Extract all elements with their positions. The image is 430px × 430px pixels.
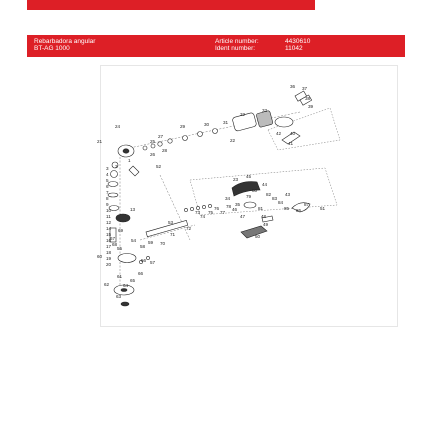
part-number-label: 52	[156, 164, 162, 169]
part-number-label: 71	[170, 232, 176, 237]
ident-number-value: 11042	[285, 45, 303, 52]
part-number-label: 41	[288, 141, 294, 146]
part-number-label: 36	[290, 84, 296, 89]
clamp-nut	[121, 302, 129, 306]
part-number-label: 70	[160, 241, 166, 246]
part-number-label: 24	[115, 124, 121, 129]
part-number-label: 39	[308, 104, 314, 109]
part-number-label: 86	[296, 208, 302, 213]
part-number-label: 43	[285, 192, 291, 197]
rear-cover	[241, 226, 267, 238]
part-number-label: 7	[106, 190, 109, 195]
screw	[184, 208, 187, 211]
part-number-label: 77	[220, 210, 226, 215]
spindle-hole	[123, 149, 129, 153]
nut	[121, 289, 127, 292]
part-number-label: 17	[106, 244, 112, 249]
part-number-label: 25	[150, 139, 156, 144]
part-number-label: 29	[180, 124, 186, 129]
part-number-label: 34	[225, 196, 231, 201]
screw	[151, 144, 155, 148]
product-name: Rebarbadora angular	[34, 38, 96, 45]
part-number-label: 75	[208, 210, 214, 215]
screw	[202, 205, 205, 208]
part-number-label: 16	[106, 238, 112, 243]
switch	[244, 202, 256, 208]
part-number-label: 37	[302, 86, 308, 91]
part-number-label: 12	[106, 220, 112, 225]
bevel-gear	[116, 214, 130, 222]
part-number-label: 56	[141, 258, 147, 263]
motor-housing-end	[275, 117, 293, 127]
washer	[158, 142, 162, 146]
part-number-label: 80	[252, 188, 258, 193]
part-number-label: 38	[305, 96, 311, 101]
washer	[198, 132, 203, 137]
part-number-label: 31	[223, 120, 229, 125]
screw	[143, 146, 147, 150]
part-number-label: 35	[235, 202, 241, 207]
ring	[108, 182, 118, 187]
part-number-label: 66	[138, 271, 144, 276]
article-number-value: 4430610	[285, 38, 311, 45]
article-number-label: Article number:	[215, 38, 259, 45]
handle-bracket	[129, 166, 139, 176]
part-number-label: 85	[284, 206, 290, 211]
part-number-label: 3	[106, 166, 109, 171]
part-number-label: 18	[106, 250, 112, 255]
part-number-label: 64	[123, 283, 129, 288]
part-number-label: 15	[106, 232, 112, 237]
part-number-label: 23	[233, 177, 239, 182]
part-number-label: 20	[106, 262, 112, 267]
part-number-label: 9	[106, 202, 109, 207]
part-number-label: 8	[106, 196, 109, 201]
part-number-label: 58	[140, 244, 146, 249]
part-number-label: 21	[97, 139, 103, 144]
part-number-label: 61	[117, 274, 123, 279]
part-number-label: 1	[128, 158, 131, 163]
part-number-label: 27	[158, 134, 164, 139]
part-number-label: 68	[112, 242, 118, 247]
bearing	[183, 136, 188, 141]
part-number-label: 63	[116, 294, 122, 299]
part-number-label: 79	[246, 194, 252, 199]
screw	[208, 204, 211, 207]
guard	[118, 254, 136, 263]
part-number-label: 46	[232, 207, 238, 212]
part-number-label: 4	[106, 172, 109, 177]
part-number-label: 69	[118, 228, 124, 233]
part-number-label: 59	[148, 240, 154, 245]
part-number-label: 53	[168, 220, 174, 225]
part-number-label: 76	[214, 206, 220, 211]
part-number-label: 32	[240, 112, 246, 117]
part-number-label: 83	[272, 196, 278, 201]
part-number-label: 26	[150, 152, 156, 157]
part-number-label: 81	[258, 206, 264, 211]
part-number-label: 54	[131, 238, 137, 243]
part-number-label: 67	[110, 236, 116, 241]
part-number-label: 55	[117, 246, 123, 251]
part-number-label: 60	[97, 254, 103, 259]
part-number-label: 33	[262, 108, 268, 113]
part-number-label: 73	[195, 210, 201, 215]
part-number-label: 28	[162, 148, 168, 153]
part-number-label: 13	[130, 207, 136, 212]
part-number-label: 10	[106, 208, 112, 213]
part-number-label: 47	[240, 214, 246, 219]
part-number-label: 84	[278, 200, 284, 205]
model-name: BT-AG 1000	[34, 45, 70, 52]
part-number-label: 40	[290, 131, 296, 136]
part-number-label: 62	[104, 282, 110, 287]
part-number-label: 74	[200, 214, 206, 219]
part-number-label: 65	[130, 278, 136, 283]
part-number-label: 22	[230, 138, 236, 143]
part-number-label: 50	[255, 234, 261, 239]
part-number-label: 2	[115, 164, 118, 169]
part-number-labels	[97, 84, 326, 299]
ring	[108, 193, 118, 197]
part-number-label: 49	[263, 222, 269, 227]
part-number-label: 57	[150, 260, 156, 265]
screw	[190, 207, 193, 210]
part-number-label: 11	[106, 214, 111, 219]
fan	[213, 129, 218, 134]
part-number-label: 45	[246, 174, 252, 179]
part-number-label: 14	[106, 226, 112, 231]
part-number-label: 5	[106, 178, 109, 183]
part-number-label: 42	[276, 131, 282, 136]
part-number-label: 51	[320, 206, 326, 211]
part-number-label: 30	[204, 122, 210, 127]
part-number-label: 6	[106, 184, 109, 189]
part-number-label: 19	[106, 256, 112, 261]
part-number-label: 72	[186, 226, 192, 231]
bearing	[111, 171, 118, 178]
part-number-label: 48	[261, 214, 267, 219]
bearing	[168, 139, 172, 143]
part-number-label: 44	[262, 182, 268, 187]
part-number-label: 87	[304, 202, 310, 207]
ident-number-label: Ident number:	[215, 45, 256, 52]
part-number-label: 78	[226, 204, 232, 209]
part-number-label: 82	[266, 192, 272, 197]
